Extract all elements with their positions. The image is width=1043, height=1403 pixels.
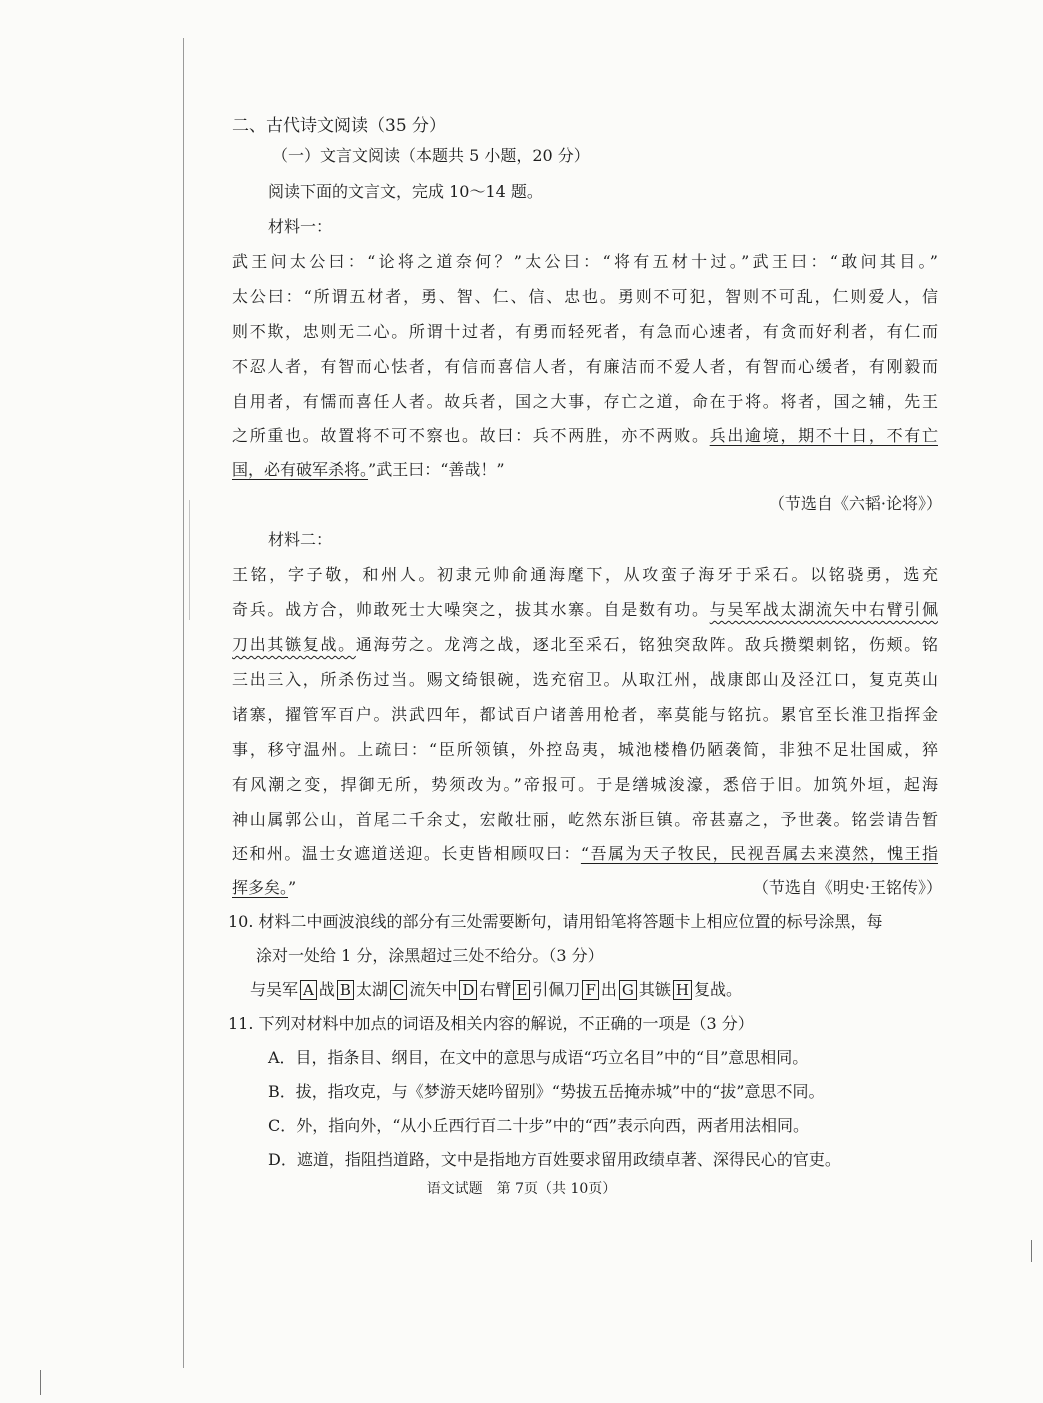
material2-line: 有风潮之变，捍御无所，势须改为。”帝报可。于是缮城浚濠，悉倍于旧。加筑外垣，起海 [232, 775, 938, 794]
q10-part: 与吴军 [250, 980, 299, 999]
q10-mark-box: B [337, 980, 354, 1000]
q10-stem: 10. 材料二中画波浪线的部分有三处需要断句，请用铅笔将答题卡上相应位置的标号涂黑，每 [228, 912, 883, 931]
material1-line: 武王问太公曰：“论将之道奈何？”太公曰：“将有五材十过。”武王曰：“敢问其目。” [232, 252, 938, 271]
material2-line: 王铭，字子敬，和州人。初隶元帅俞通海麾下，从攻蛮子海牙于采石。以铭骁勇，选充 [232, 565, 938, 584]
section-title: 二、古代诗文阅读（35 分） [232, 116, 447, 136]
material1-line: 自用者，有懦而喜任人者。故兵者，国之大事，存亡之道，命在于将。将者，国之辅，先王 [232, 392, 938, 411]
material2-text: 还和州。温士女遮道送迎。长吏皆相顾叹曰： [232, 844, 581, 863]
q10-part: 流矢中 [409, 980, 458, 999]
subsection-title: （一）文言文阅读（本题共 5 小题，20 分） [272, 146, 590, 165]
q11-option-d: D．遮道，指阻挡道路，文中是指地方百姓要求留用政绩卓著、深得民心的官吏。 [268, 1150, 841, 1169]
q10-mark-box: G [619, 980, 637, 1000]
material2-line [232, 633, 938, 657]
q11-option-b: B．拔，指攻克，与《梦游天姥吟留别》“势拔五岳掩赤城”中的“拔”意思不同。 [268, 1082, 825, 1101]
material2-underlined-sentence: 挥多矣。 [232, 878, 289, 897]
q10-part: 其镞 [638, 980, 671, 999]
q10-mark-box: A [300, 980, 317, 1000]
material2-heading: 材料二： [268, 530, 333, 549]
material2-text: 奇兵。战方合，帅敢死士大噪突之，拔其水寨。自是数有功。 [232, 600, 710, 619]
page-footer: 语文试题 第 7页（共 10页） [426, 1181, 617, 1197]
material1-line [232, 424, 938, 448]
q10-sentence [250, 978, 742, 1002]
material2-line: 神山属郭公山，首尾二千余丈，宏敞壮丽，屹然东浙巨镇。帝甚嘉之，予世袭。铭尝请告暂 [232, 810, 938, 829]
material1-line: 不忍人者，有智而心怯者，有信而喜信人者，有廉洁而不爱人者，有智而心缓者，有刚毅而 [232, 357, 938, 376]
q11-option-c: C．外，指向外，“从小丘西行百二十步”中的“西”表示向西，两者用法相同。 [268, 1116, 809, 1135]
material2-source: （节选自《明史·王铭传》） [752, 878, 942, 897]
q10-part: 复战。 [693, 980, 742, 999]
q10-mark-box: E [513, 980, 530, 1000]
material2-text: 通海劳之。龙湾之战，逐北至采石，铭独突敌阵。敌兵攒槊刺铭，伤颊。铭 [355, 635, 938, 654]
material2-text: ” [288, 878, 297, 897]
q10-part: 引佩刀 [532, 980, 581, 999]
q10-part: 太湖 [355, 980, 388, 999]
q10-mark-box: H [673, 980, 692, 1000]
material2-line: 诸寨，擢管军百户。洪武四年，都试百户诸善用枪者，率莫能与铭抗。累官至长淮卫指挥金 [232, 705, 938, 724]
material1-source: （节选自《六韬·论将》） [768, 494, 942, 513]
q10-part: 战 [318, 980, 335, 999]
left-edge-mark [40, 1370, 41, 1395]
material2-line [232, 876, 296, 900]
instruction: 阅读下面的文言文，完成 10～14 题。 [268, 182, 543, 201]
material2-underlined-sentence: “吾属为天子牧民，民视吾属去来漠然，愧王指 [580, 844, 938, 863]
q11-stem: 11. 下列对材料中加点的词语及相关内容的解说，不正确的一项是（3 分） [228, 1014, 754, 1033]
q11-option-a: A．目，指条目、纲目，在文中的意思与成语“巧立名目”中的“目”意思相同。 [268, 1048, 809, 1067]
material1-underlined-sentence: 国，必有破军杀将。 [232, 460, 369, 479]
material1-text: ”武王曰：“善哉！” [368, 460, 505, 479]
q10-mark-box: C [390, 980, 407, 1000]
material1-underlined-sentence: 兵出逾境，期不十日，不有亡 [709, 426, 938, 445]
material1-text: 之所重也。故置将不可不察也。故曰：兵不两胜，亦不两败。 [232, 426, 710, 445]
material1-line: 太公曰：“所谓五材者，勇、智、仁、信、忠也。勇则不可犯，智则不可乱，仁则爱人，信 [232, 287, 938, 306]
material2-line [232, 842, 938, 866]
q10-part: 出 [600, 980, 617, 999]
q10-part: 右臂 [479, 980, 512, 999]
material1-line [232, 458, 505, 482]
material2-line: 事，移守温州。上疏曰：“臣所领镇，外控岛夷，城池楼橹仍陋袭简，非独不足壮国威，猝 [232, 740, 938, 759]
q10-mark-box: F [582, 980, 598, 1000]
material2-wavy-sentence: 刀出其镞复战。 [232, 635, 356, 654]
material2-wavy-sentence: 与吴军战太湖流矢中右臂引佩 [709, 600, 938, 619]
q10-stem-cont: 涂对一处给 1 分，涂黑超过三处不给分。（3 分） [256, 946, 604, 965]
binding-line-faint [189, 500, 190, 620]
binding-line [183, 38, 184, 1368]
material1-line: 则不欺，忠则无二心。所谓十过者，有勇而轻死者，有急而心速者，有贪而好利者，有仁而 [232, 322, 938, 341]
material2-line: 三出三入，所杀伤过当。赐文绮银碗，选充宿卫。从取江州，战康郎山及泾江口，复克英山 [232, 670, 938, 689]
material1-heading: 材料一： [268, 217, 333, 236]
right-edge-mark [1031, 1240, 1032, 1262]
material2-line [232, 598, 938, 622]
q10-mark-box: D [459, 980, 477, 1000]
